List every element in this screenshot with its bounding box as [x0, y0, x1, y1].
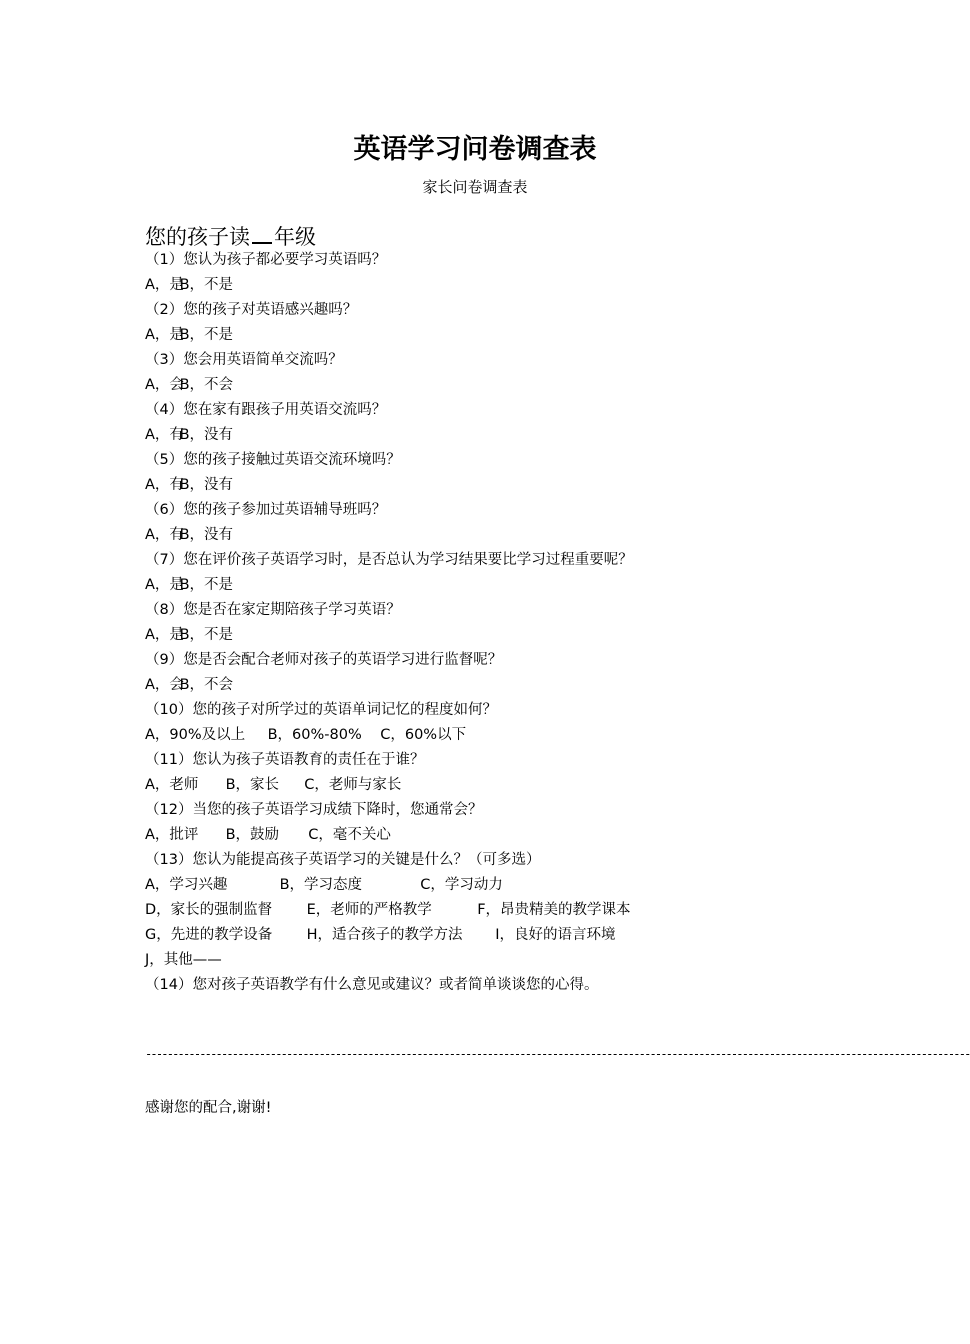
option-h: H，适合孩子的教学方法 [306, 927, 463, 943]
option-a: A，是 [145, 577, 184, 593]
answer-options [145, 948, 845, 973]
answer-options [145, 473, 845, 498]
answer-options [145, 273, 845, 298]
option-b: B，家长 [225, 777, 280, 793]
question-list [145, 248, 845, 998]
question-text: （3）您会用英语简单交流吗？ [145, 352, 343, 368]
option-b: B，不是 [179, 327, 234, 343]
option-a: A，会 [145, 677, 184, 693]
question-text: （9）您是否会配合老师对孩子的英语学习进行监督呢？ [145, 652, 503, 668]
option-b: B，不是 [179, 577, 234, 593]
option-c: C，毫不关心 [308, 827, 391, 843]
option-b: B，鼓励 [225, 827, 280, 843]
answer-options [145, 623, 845, 648]
grade-suffix: 年级 [274, 225, 316, 249]
answer-options [145, 723, 845, 748]
option-c: C，老师与家长 [304, 777, 402, 793]
option-f: F，昂贵精美的教学课本 [477, 902, 631, 918]
question-text: （5）您的孩子接触过英语交流环境吗？ [145, 452, 401, 468]
answer-options [145, 673, 845, 698]
option-a: A，有 [145, 527, 184, 543]
answer-options [145, 773, 845, 798]
answer-options [145, 373, 845, 398]
option-b: B，没有 [179, 527, 234, 543]
answer-options [145, 898, 845, 923]
option-e: E，老师的严格教学 [306, 902, 432, 918]
option-b: B，没有 [179, 477, 234, 493]
option-g: G，先进的教学设备 [145, 927, 273, 943]
question-text: （13）您认为能提高孩子英语学习的关键是什么？（可多选） [145, 852, 541, 868]
question-text: （1）您认为孩子都必要学习英语吗？ [145, 252, 387, 268]
option-b: B，没有 [179, 427, 234, 443]
answer-options [145, 523, 845, 548]
option-d: D，家长的强制监督 [145, 902, 273, 918]
option-a: A，是 [145, 277, 184, 293]
option-b: B，学习态度 [279, 877, 363, 893]
option-b: B，不会 [179, 677, 234, 693]
option-i: I，良好的语言环境 [495, 927, 616, 943]
question-text: （7）您在评价孩子英语学习时，是否总认为学习结果要比学习过程重要呢？ [145, 552, 633, 568]
answer-options [145, 573, 845, 598]
question-text: （6）您的孩子参加过英语辅导班吗？ [145, 502, 387, 518]
document-title: 英语学习问卷调查表 [353, 134, 597, 165]
option-a: A，学习兴趣 [145, 877, 228, 893]
question-text: （2）您的孩子对英语感兴趣吗？ [145, 302, 358, 318]
option-b: B，60%-80% [267, 727, 362, 743]
answer-options [145, 323, 845, 348]
option-a: A，是 [145, 627, 184, 643]
option-a: A，是 [145, 327, 184, 343]
option-a: A，老师 [145, 777, 199, 793]
option-a: A，有 [145, 477, 184, 493]
option-a: A，有 [145, 427, 184, 443]
option-j: J，其他—— [145, 952, 222, 968]
answer-options [145, 823, 845, 848]
thanks-text: 感谢您的配合,谢谢! [145, 1100, 272, 1116]
option-b: B，不会 [179, 377, 234, 393]
option-c: C，学习动力 [420, 877, 503, 893]
option-a: A，批评 [145, 827, 199, 843]
question-text: （8）您是否在家定期陪孩子学习英语？ [145, 602, 401, 618]
question-text: （4）您在家有跟孩子用英语交流吗？ [145, 402, 387, 418]
document-subtitle: 家长问卷调查表 [422, 178, 528, 196]
question-text: （10）您的孩子对所学过的英语单词记忆的程度如何？ [145, 702, 497, 718]
question-text: （11）您认为孩子英语教育的责任在于谁？ [145, 752, 425, 768]
answer-options [145, 923, 845, 948]
answer-options [145, 873, 845, 898]
dashed-divider: -------------------------------------------------------------------------------------------------------------------------------------------------------- [145, 1047, 970, 1061]
question-text: （14）您对孩子英语教学有什么意见或建议？或者简单谈谈您的心得。 [145, 977, 599, 993]
option-a: A，会 [145, 377, 184, 393]
option-b: B，不是 [179, 277, 234, 293]
question-text: （12）当您的孩子英语学习成绩下降时，您通常会？ [145, 802, 483, 818]
option-a: A，90%及以上 [145, 727, 246, 743]
option-b: B，不是 [179, 627, 234, 643]
option-c: C，60%以下 [380, 727, 467, 743]
grade-blank [252, 222, 272, 244]
answer-options [145, 423, 845, 448]
grade-prefix: 您的孩子读 [145, 225, 250, 249]
